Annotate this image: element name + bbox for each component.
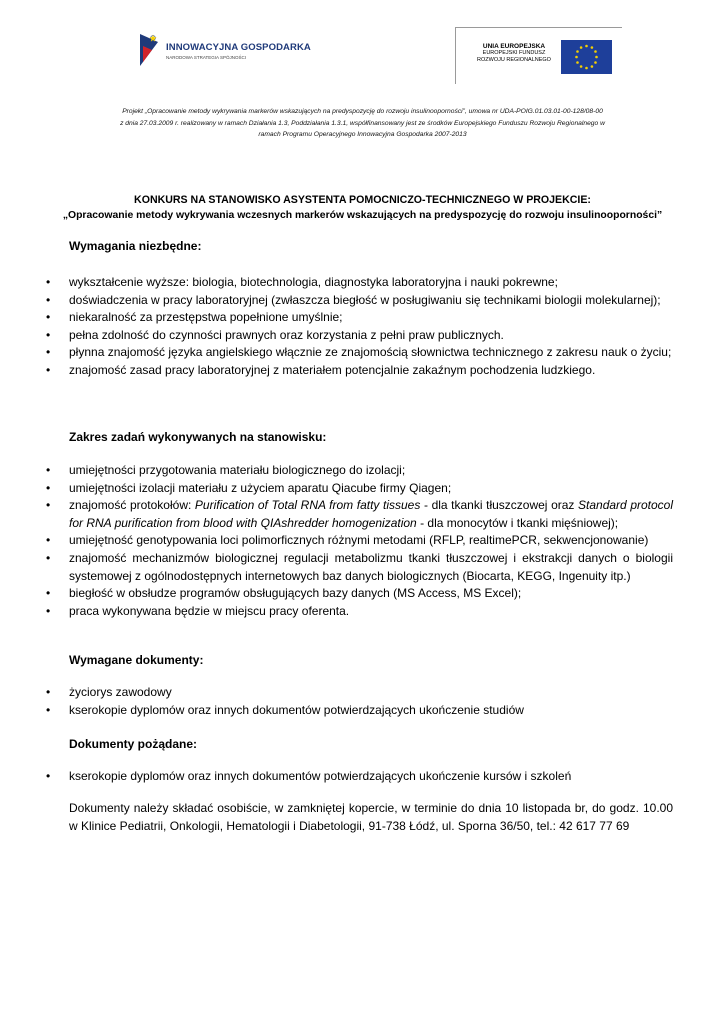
logo-left-subtitle: NARODOWA STRATEGIA SPÓJNOŚCI [166,55,247,60]
project-note-line2: z dnia 27.03.2009 r. realizowany w ramach Działania 1.3, Poddziałania 1.3.1, współfinansowany jest ze środków Europejskiego Funduszu Rozwoju Regionalnego w [120,119,605,127]
protocol-fatty-tissues: Purification of Total RNA from fatty tissues [194,498,421,513]
required-docs-heading: Wymagane dokumenty: [69,653,204,667]
project-note-line3: ramach Programu Operacyjnego Innowacyjna Gospodarka 2007-2013 [258,131,467,138]
tasks-list [0,462,725,620]
list-item: • życiorys zawodowy [0,684,673,702]
eu-logo-line2: EUROPEJSKI FUNDUSZ [482,50,546,56]
list-item: • pełna zdolność do czynności prawnych oraz korzystania z pełni praw publicznych. [0,327,673,345]
list-item: • praca wykonywana będzie w miejscu pracy oferenta. [0,603,673,621]
page-title: KONKURS NA STANOWISKO ASYSTENTA POMOCNICZO-TECHNICZNEGO W PROJEKCIE: [134,194,591,206]
list-item: • biegłość w obsłudze programów obsługujących bazy danych (MS Access, MS Excel); [0,585,673,603]
submission-instructions: Dokumenty należy składać osobiście, w zamkniętej kopercie, w terminie do dnia 10 listopada br, do godz. 10.00 w Klinice Pediatrii, Onkologii, Hematologii i Diabetologii, 91-738 Łódź, ul. Sporna 36/50, tel.: 42 617 77 69 [69,801,673,833]
eu-flag-icon [561,40,612,74]
eu-logo [455,27,622,84]
list-item: • znajomość zasad pracy laboratoryjnej z materiałem potencjalnie zakaźnym pochodzenia ludzkiego. [0,362,673,380]
required-docs-list [0,684,725,719]
project-note [60,106,665,141]
requirements-list [0,274,725,380]
ig-logo-icon [138,32,160,68]
logo-left-name: INNOWACYJNA GOSPODARKA [166,42,311,53]
protocols-suffix: - dla monocytów i tkanki mięśniowej); [416,515,619,530]
project-note-line1: Projekt „Opracowanie metody wykrywania markerów wskazujących na predyspozycję do rozwoju insulinooporności”, umowa nr UDA-POIG.01.03.01-00-128/08-00 [122,108,603,115]
list-item: • wykształcenie wyższe: biologia, biotechnologia, diagnostyka laboratoryjna i nauki pokrewne; [0,274,673,292]
list-item: • umiejętność genotypowania loci polimorficznych różnymi metodami (RFLP, realtimePCR, sekwencjonowanie) [0,532,673,550]
list-item: • umiejętności przygotowania materiału biologicznego do izolacji; [0,462,673,480]
eu-logo-line3: ROZWOJU REGIONALNEGO [477,57,551,63]
project-title: „Opracowanie metody wykrywania wczesnych markerów wskazujących na predyspozycję do rozwoju insulinooporności” [62,210,663,221]
protocols-middle: - dla tkanki tłuszczowej oraz [420,498,579,513]
list-item: • kserokopie dyplomów oraz innych dokumentów potwierdzających ukończenie studiów [0,702,673,720]
desired-docs-list [0,768,725,786]
list-item: • doświadczenia w pracy laboratoryjnej (zwłaszcza biegłość w posługiwaniu się technikami biologii molekularnej); [0,292,673,310]
list-item: • znajomość mechanizmów biologicznej regulacji metabolizmu tkanki tłuszczowej i ekstrakcji danych o biologii systemowej z ogólnodostępnych internetowych baz danych biologicznych (Biocarta, KEGG, Ingenuity itp.) [0,550,673,585]
list-item: • kserokopie dyplomów oraz innych dokumentów potwierdzających ukończenie kursów i szkoleń [0,768,673,786]
eu-logo-line1: UNIA EUROPEJSKA [482,43,546,50]
protocols-item [0,497,673,532]
list-item: • płynna znajomość języka angielskiego włącznie ze znajomością słownictwa technicznego z zakresu nauk o życiu; [0,344,673,362]
eu-logo-text [472,43,556,64]
tasks-heading: Zakres zadań wykonywanych na stanowisku: [69,430,327,444]
desired-docs-heading: Dokumenty pożądane: [69,737,198,751]
list-item: • niekaralność za przestępstwa popełnione umyślnie; [0,309,673,327]
list-item: • umiejętności izolacji materiału z użyciem aparatu Qiacube firmy Qiagen; [0,480,673,498]
innowacyjna-gospodarka-logo [138,32,318,72]
protocols-prefix: znajomość protokołów: [69,498,195,513]
protocol-blood: Standard protocol for RNA purification from blood with QIAshredder homogenization [69,498,674,530]
requirements-heading: Wymagania niezbędne: [69,239,202,253]
